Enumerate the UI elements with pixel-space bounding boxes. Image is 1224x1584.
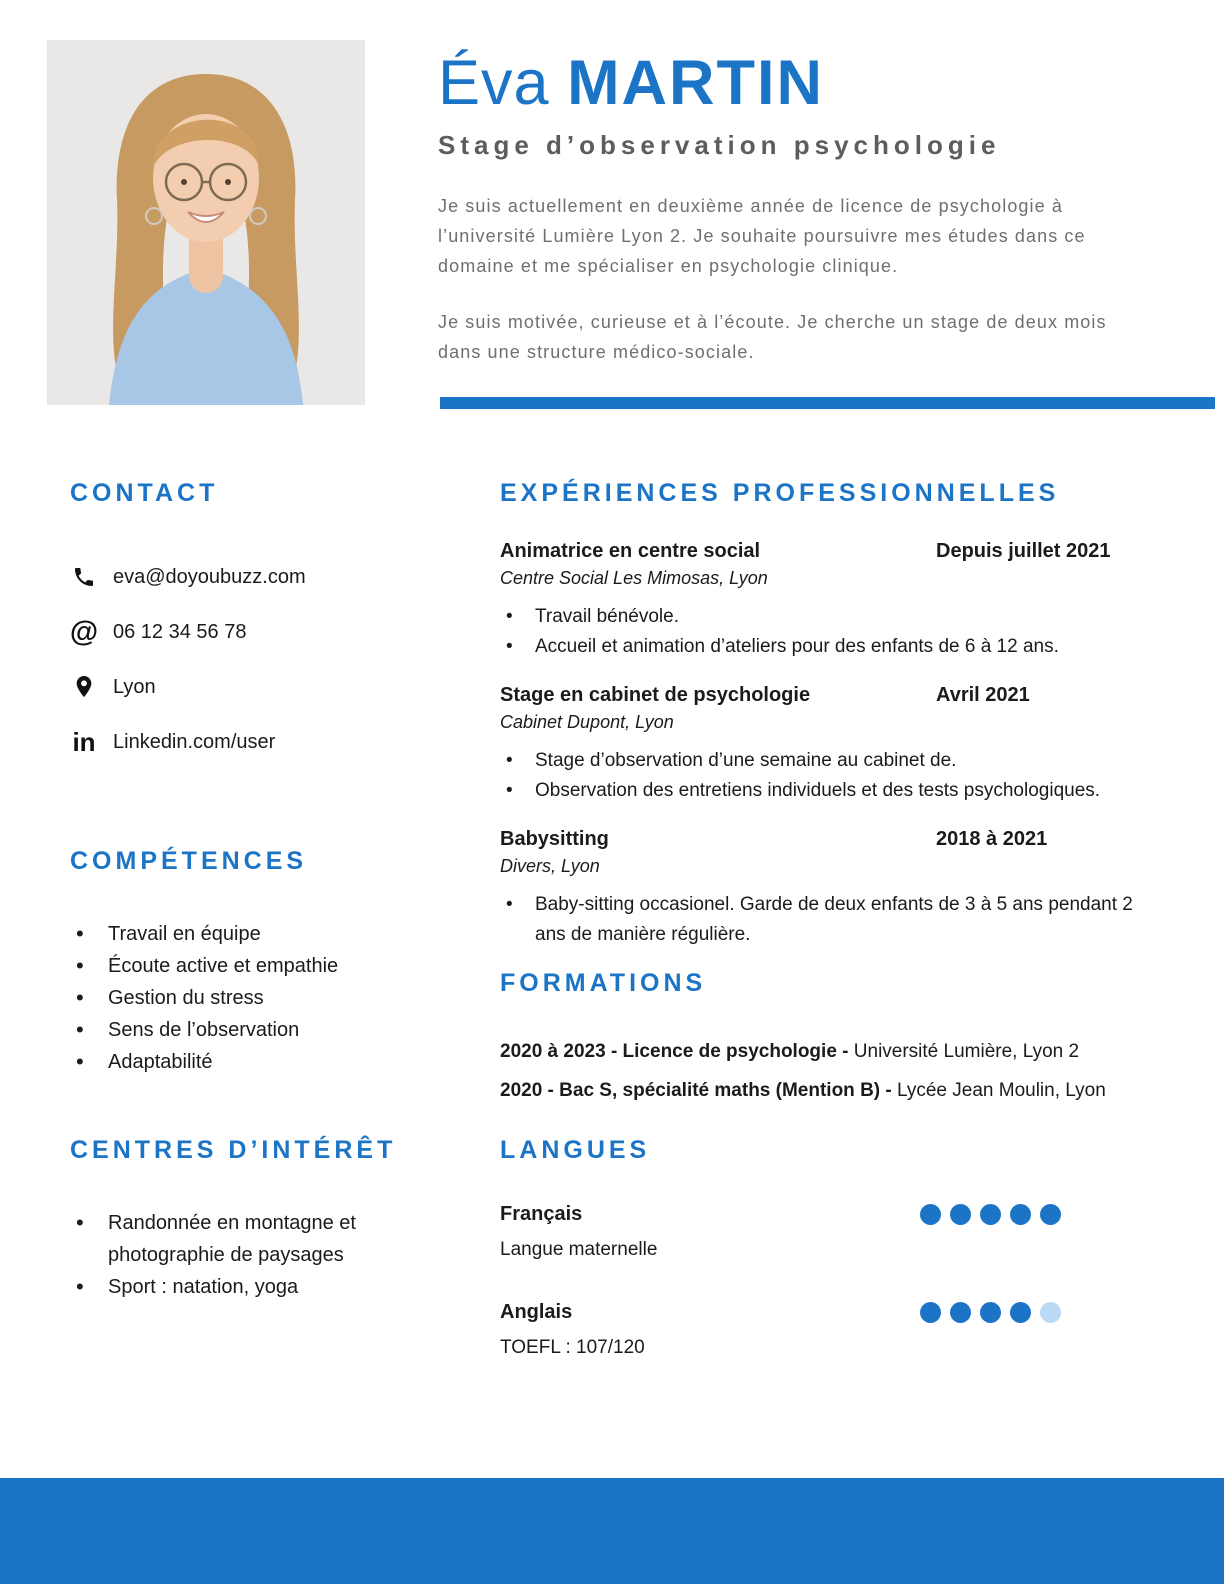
language-detail: Langue maternelle [500, 1239, 658, 1260]
job-entry [500, 828, 1150, 950]
job-entry [500, 540, 1150, 662]
job-date: Depuis juillet 2021 [936, 540, 1111, 562]
intro-paragraph-2: Je suis motivée, curieuse et à l’écoute. Je cherche un stage de deux mois dans une structure médico-sociale. [438, 312, 1107, 362]
job-bullet: • Baby-sitting occasionel. Garde de deux enfants de 3 à 5 ans pendant 2 ans de manière régulière. [500, 890, 1150, 950]
job-organization: Divers, Lyon [500, 856, 600, 876]
language-level-dots [920, 1204, 1070, 1225]
contact-item-email[interactable] [70, 564, 435, 590]
education-degree: 2020 - Bac S, spécialité maths (Mention B) - [500, 1080, 897, 1101]
job-head [500, 828, 1150, 851]
footer-bar [0, 1478, 1224, 1584]
contact-item-linkedin[interactable] [70, 729, 435, 755]
contact-item-phone [69, 616, 435, 648]
level-dot-filled [1040, 1204, 1061, 1225]
skill-item: • Travail en équipe [70, 918, 435, 950]
job-head [500, 684, 1150, 707]
skills-title: COMPÉTENCES [70, 847, 308, 875]
level-dot-empty [1040, 1302, 1061, 1323]
job-role: Stage en cabinet de psychologie [500, 684, 811, 706]
skill-item: • Adaptabilité [70, 1046, 435, 1078]
education-title: FORMATIONS [500, 969, 707, 997]
section-contact [70, 478, 435, 784]
at-icon: @ [69, 616, 99, 648]
job-bullet: • Travail bénévole. [500, 602, 1150, 632]
level-dot-filled [950, 1302, 971, 1323]
last-name: MARTIN [567, 48, 825, 118]
language-detail: TOEFL : 107/120 [500, 1337, 645, 1358]
language-name: Anglais [500, 1301, 573, 1323]
education-entry [500, 1079, 1160, 1103]
contact-location-value: Lyon [113, 675, 156, 698]
job-bullet-list [500, 602, 1150, 662]
education-list [500, 1040, 1160, 1103]
interest-item: • Randonnée en montagne et photographie de paysages [70, 1207, 450, 1271]
level-dot-filled [920, 1302, 941, 1323]
job-date: Avril 2021 [936, 684, 1030, 706]
experience-title: EXPÉRIENCES PROFESSIONNELLES [500, 479, 1060, 507]
contact-list [70, 564, 435, 755]
level-dot-filled [920, 1204, 941, 1225]
job-role: Animatrice en centre social [500, 540, 761, 562]
job-organization: Centre Social Les Mimosas, Lyon [500, 568, 768, 588]
job-bullet-list [500, 746, 1150, 806]
level-dot-filled [980, 1302, 1001, 1323]
languages-title: LANGUES [500, 1136, 651, 1164]
education-degree: 2020 à 2023 - Licence de psychologie - [500, 1041, 854, 1062]
section-experience [500, 478, 1150, 972]
job-target-title: Stage d’observation psychologie [438, 130, 1001, 160]
level-dot-filled [950, 1204, 971, 1225]
contact-email-value[interactable]: eva@doyoubuzz.com [113, 565, 306, 588]
contact-item-location [70, 674, 435, 700]
section-interests [70, 1135, 450, 1303]
job-bullet-list [500, 890, 1150, 950]
location-pin-icon [70, 674, 98, 700]
portrait-illustration [47, 40, 365, 405]
skill-item: • Sens de l’observation [70, 1014, 435, 1046]
interest-item: • Sport : natation, yoga [70, 1271, 450, 1303]
job-head [500, 540, 1150, 563]
section-languages [500, 1135, 1150, 1359]
phone-icon [70, 565, 98, 589]
education-school: Université Lumière, Lyon 2 [853, 1041, 1080, 1062]
section-skills [70, 846, 435, 1078]
job-entry [500, 684, 1150, 806]
header-divider-bar [440, 397, 1215, 409]
education-school: Lycée Jean Moulin, Lyon [897, 1080, 1106, 1101]
intro-paragraph-1: Je suis actuellement en deuxième année de licence de psychologie à l’université Lumière Lyon 2. Je souhaite poursuivre mes études dans ce domaine et me spécialiser en psychologie clinique. [438, 196, 1086, 276]
level-dot-filled [1010, 1204, 1031, 1225]
interests-list [70, 1207, 450, 1303]
job-bullet: • Observation des entretiens individuels et des tests psychologiques. [500, 776, 1150, 806]
linkedin-icon: in [72, 727, 96, 757]
section-education [500, 968, 1160, 1118]
level-dot-filled [980, 1204, 1001, 1225]
contact-title: CONTACT [70, 479, 219, 507]
language-head [500, 1301, 1150, 1324]
skills-list [70, 918, 435, 1078]
language-head [500, 1203, 1150, 1226]
contact-linkedin-value[interactable]: Linkedin.com/user [113, 730, 276, 753]
level-dot-filled [1010, 1302, 1031, 1323]
header [438, 48, 1132, 385]
job-bullet: • Accueil et animation d’ateliers pour des enfants de 6 à 12 ans. [500, 632, 1150, 662]
first-name: Éva [438, 48, 550, 118]
interests-title: CENTRES D’INTÉRÊT [70, 1136, 397, 1164]
job-list [500, 540, 1150, 950]
profile-photo [47, 40, 365, 405]
contact-phone-value: 06 12 34 56 78 [113, 620, 247, 643]
candidate-name [438, 48, 1132, 118]
language-entry [500, 1301, 1150, 1359]
skill-item: • Écoute active et empathie [70, 950, 435, 982]
job-bullet: • Stage d’observation d’une semaine au cabinet de. [500, 746, 1150, 776]
language-entry [500, 1203, 1150, 1261]
skill-item: • Gestion du stress [70, 982, 435, 1014]
job-date: 2018 à 2021 [936, 828, 1048, 850]
job-role: Babysitting [500, 828, 609, 850]
job-organization: Cabinet Dupont, Lyon [500, 712, 674, 732]
education-entry [500, 1040, 1160, 1064]
language-name: Français [500, 1203, 583, 1225]
language-level-dots [920, 1302, 1070, 1323]
